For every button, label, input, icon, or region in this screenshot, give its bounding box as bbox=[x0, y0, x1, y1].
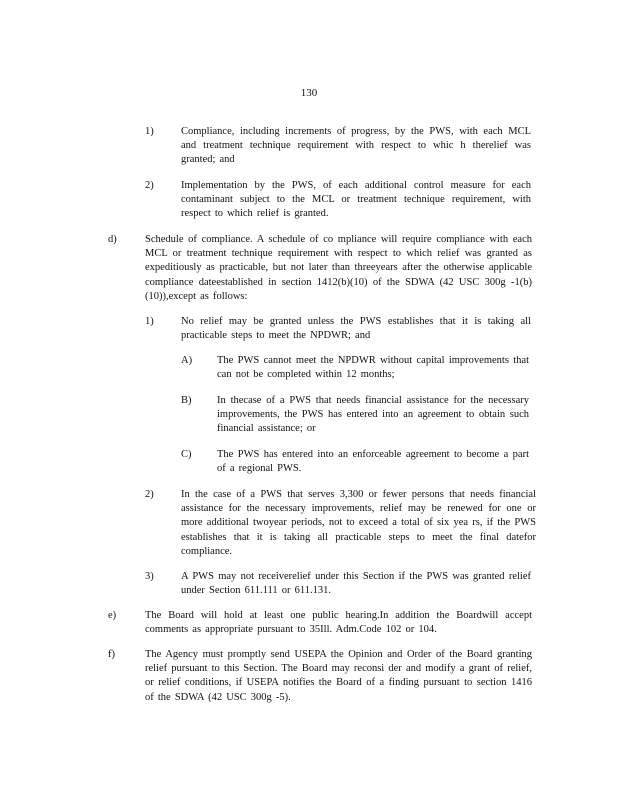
item-text: No relief may be granted unless the PWS establishes that it is taking all practicable steps to meet the NPDWR; and bbox=[181, 316, 531, 342]
item-marker: 1) bbox=[145, 316, 154, 327]
item-text: Compliance, including increments of progress, by the PWS, with each MCL and treatment technique requirement with respect to whic h therelief was granted; and bbox=[181, 126, 531, 166]
item-marker: 1) bbox=[145, 126, 154, 137]
item-text: The Board will hold at least one public hearing.In addition the Boardwill accept comments as appropriate pursuant to 35Ill. Adm.Code 102 or 104. bbox=[145, 610, 532, 636]
item-marker: 2) bbox=[145, 489, 154, 500]
item-marker: C) bbox=[181, 449, 192, 460]
item-marker: d) bbox=[108, 234, 117, 245]
item-text: Schedule of compliance. A schedule of co mpliance will require compliance with each MCL or treatment technique requirement with respect to which relief was granted as expeditiously as practicable, but not later than threeyears after the otherwise applicable compliance dateestablished in section 1412(b)(10) of the SDWA (42 USC 300g -1(b)(10)),except as follows: bbox=[145, 234, 532, 302]
item-marker: e) bbox=[108, 610, 117, 621]
item-marker: 2) bbox=[145, 180, 154, 191]
item-marker: 3) bbox=[145, 571, 154, 582]
page-number: 130 bbox=[300, 87, 318, 99]
item-text: The PWS cannot meet the NPDWR without capital improvements that can not be completed within 12 months; bbox=[217, 355, 529, 381]
item-text: A PWS may not receiverelief under this Section if the PWS was granted relief under Section 611.111 or 611.131. bbox=[181, 571, 531, 597]
item-marker: B) bbox=[181, 395, 192, 406]
item-marker: A) bbox=[181, 355, 193, 366]
item-text: Implementation by the PWS, of each additional control measure for each contaminant subject to the MCL or treatment technique requirement, with respect to which relief is granted. bbox=[181, 180, 531, 220]
item-marker: f) bbox=[108, 649, 115, 660]
item-text: The PWS has entered into an enforceable agreement to become a part of a regional PWS. bbox=[217, 449, 529, 475]
item-text: In thecase of a PWS that needs financial assistance for the necessary improvements, the PWS has entered into an agreement to obtain such financial assistance; or bbox=[217, 395, 529, 435]
item-text: The Agency must promptly send USEPA the Opinion and Order of the Board granting relief pursuant to this Section. The Board may reconsi der and modify a grant of relief, or relief conditions, if USEPA notifies the Board of a finding pursuant to section 1416 of the SDWA (42 USC 300g -5). bbox=[145, 649, 532, 703]
item-text: In the case of a PWS that serves 3,300 or fewer persons that needs financial assistance for the necessary improvements, relief may be renewed for one or more additional twoyear periods, not to exceed a total of six yea rs, if the PWS establishes that it is taking all practicable steps to meet the final datefor compliance. bbox=[181, 489, 536, 557]
